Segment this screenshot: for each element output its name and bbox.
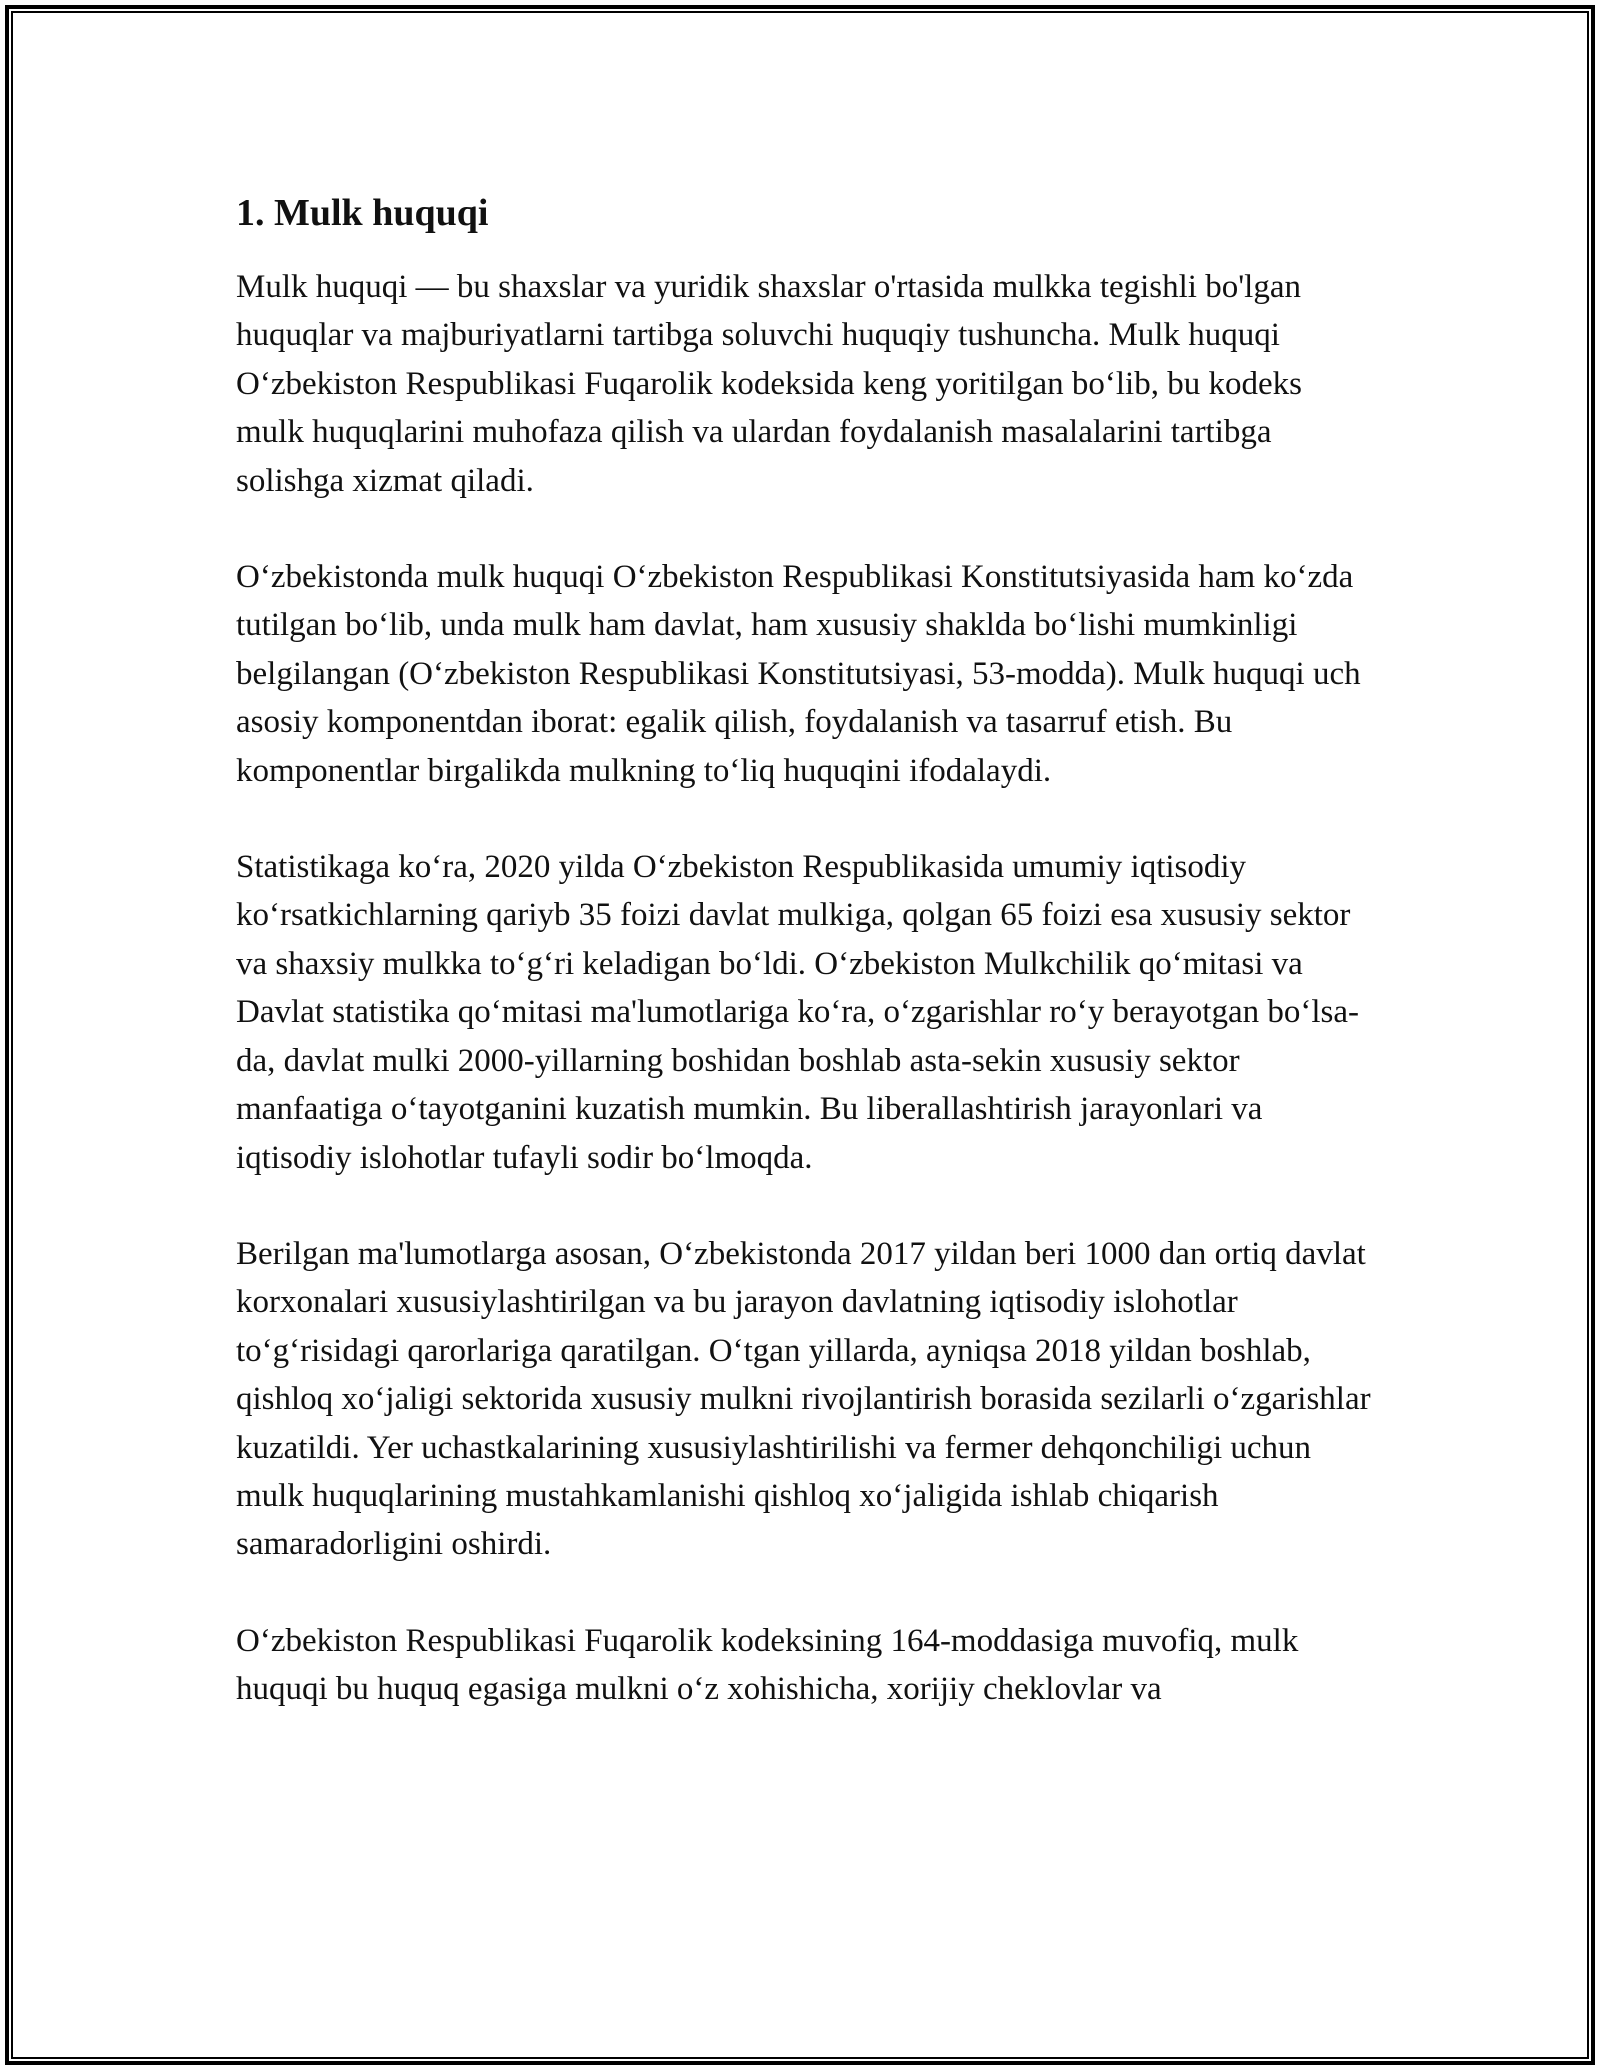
document-body: [236, 185, 1371, 1762]
paragraph-5: O‘zbekiston Respublikasi Fuqarolik kodeksining 164-moddasiga muvofiq, mulk huquqi bu huquq egasiga mulkni o‘z xohishicha, xorijiy cheklovlar va: [236, 1622, 1299, 1708]
paragraph-4: Berilgan ma'lumotlarga asosan, O‘zbekistonda 2017 yildan beri 1000 dan ortiq davlat korxonalari xususiylashtirilgan va bu jarayon davlatning iqtisodiy islohotlar to‘g‘risidagi qarorlariga qaratilgan. O‘tgan yillarda, ayniqsa 2018 yildan boshlab, qishloq xo‘jaligi sektorida xususiy mulkni rivojlantirish borasida sezilarli o‘zgarishlar kuzatildi. Yer uchastkalarining xususiylashtirilishi va fermer dehqonchiligi uchun mulk huquqlarining mustahkamlanishi qishloq xo‘jaligida ishlab chiqarish samaradorligini oshirdi.: [236, 1235, 1371, 1563]
paragraph-3: Statistikaga ko‘ra, 2020 yilda O‘zbekiston Respublikasida umumiy iqtisodiy ko‘rsatkichlarning qariyb 35 foizi davlat mulkiga, qolgan 65 foizi esa xususiy sektor va shaxsiy mulkka to‘g‘ri keladigan bo‘ldi. O‘zbekiston Mulkchilik qo‘mitasi va Davlat statistika qo‘mitasi ma'lumotlariga ko‘ra, o‘zgarishlar ro‘y berayotgan bo‘lsa-da, davlat mulki 2000-yillarning boshidan boshlab asta-sekin xususiy sektor manfaatiga o‘tayotganini kuzatish mumkin. Bu liberallashtirish jarayonlari va iqtisodiy islohotlar tufayli sodir bo‘lmoqda.: [236, 849, 1359, 1176]
paragraph-1: Mulk huquqi — bu shaxslar va yuridik shaxslar o'rtasida mulkka tegishli bo'lgan huquqlar va majburiyatlarni tartibga soluvchi huquqiy tushuncha. Mulk huquqi O‘zbekiston Respublikasi Fuqarolik kodeksida keng yoritilgan bo‘lib, bu kodeks mulk huquqlarini muhofaza qilish va ulardan foydalanish masalalarini tartibga solishga xizmat qiladi.: [236, 269, 1302, 499]
paragraph-2: O‘zbekistonda mulk huquqi O‘zbekiston Respublikasi Konstitutsiyasida ham ko‘zda tutilgan bo‘lib, unda mulk ham davlat, ham xususiy shaklda bo‘lishi mumkinligi belgilangan (O‘zbekiston Respublikasi Konstitutsiyasi, 53-modda). Mulk huquqi uch asosiy komponentdan iborat: egalik qilish, foydalanish va tasarruf etish. Bu komponentlar birgalikda mulkning to‘liq huquqini ifodalaydi.: [236, 559, 1361, 789]
section-title: 1. Mulk huquqi: [236, 192, 489, 234]
